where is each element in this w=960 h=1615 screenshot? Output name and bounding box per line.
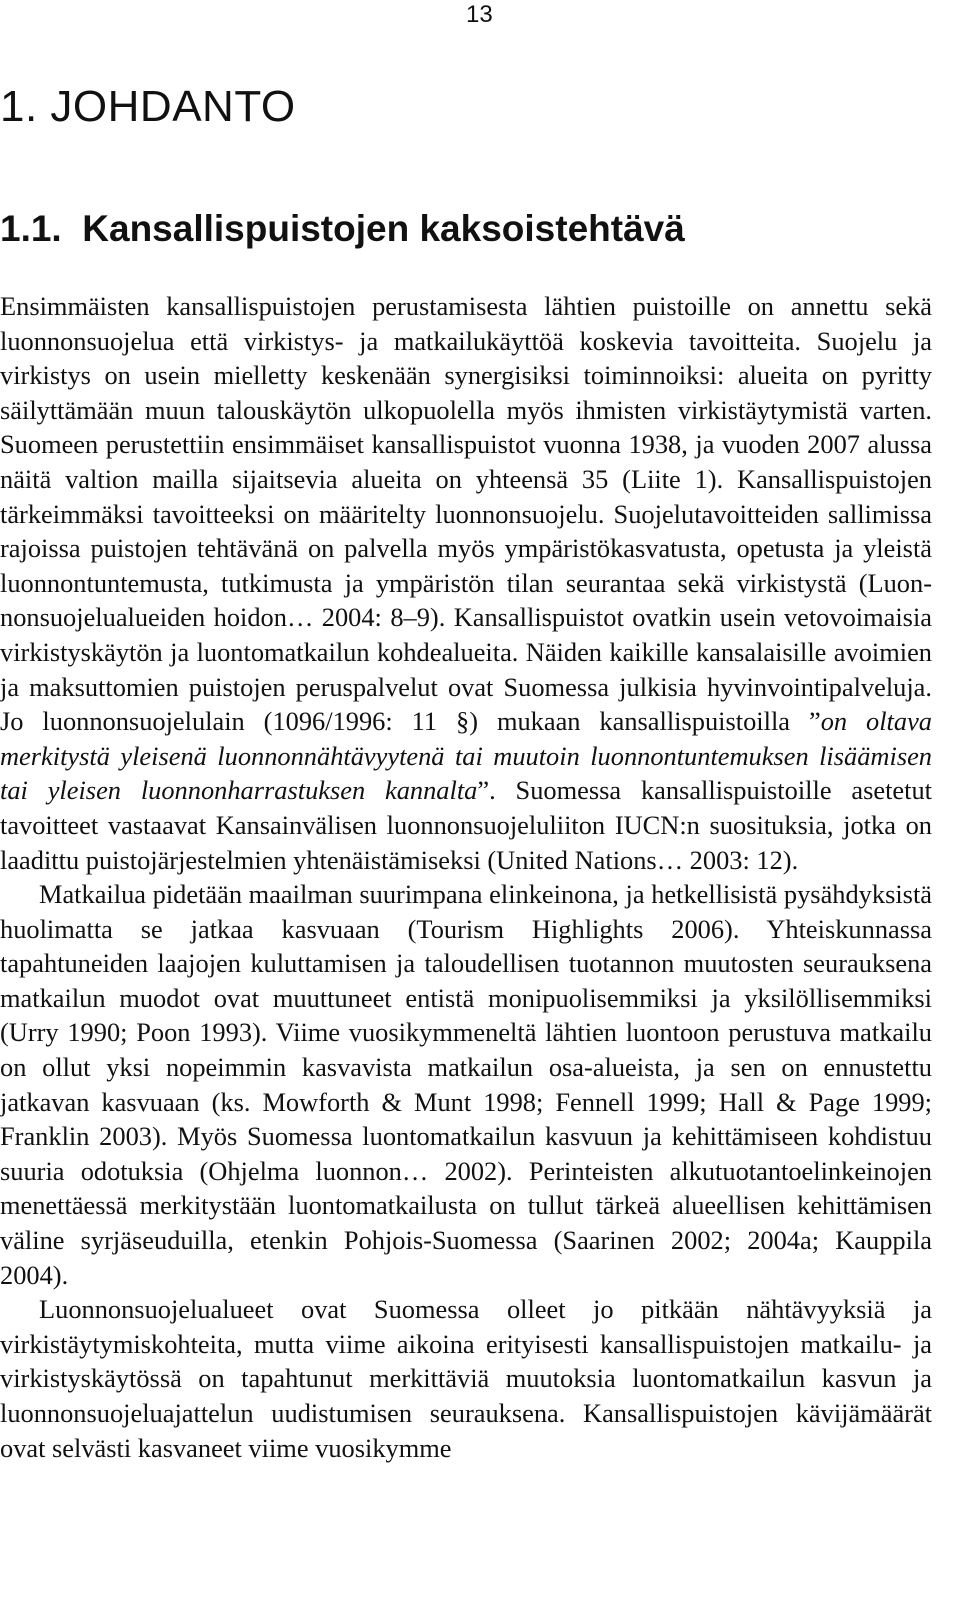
section-heading <box>0 208 685 250</box>
paragraph-3: Luonnonsuojelualueet ovat Suomessa olleet jo pitkään nähtävyyksiä ja virkistäytymiskohteita, mutta viime aikoina erityisesti kansallispuistojen matkailu- ja virkistyskäytössä on tapahtunut merkittäviä muutoksia luontomatkailun kasvun ja luonnonsuojeluajattelun uudistumisen seurauksena. Kansallispuistojen kävijämäärät ovat selvästi kasvaneet viime vuosikymme <box>0 1294 932 1463</box>
section-number: 1.1. <box>0 208 62 249</box>
body-text <box>0 289 932 1465</box>
page-number: 13 <box>466 1 493 28</box>
paragraph-1-text-before-quote: Ensimmäisten kansallispuistojen perustamisesta lähtien puistoille on annettu sekä luonnonsuojelua että virkistys- ja matkailukäyttöä koskevia tavoitteita. Suojelu ja virkistys on usein mielletty keskenään synergisiksi toiminnoiksi: alueita on pyritty säilyttämään muun talouskäytön ulkopuolella myös ihmisten virkistäytymistä varten. Suomeen perustettiin ensimmäiset kansallispuistot vuonna 1938, ja vuoden 2007 alussa näitä valtion mailla sijaitsevia alueita on yhteensä 35 (Liite 1). Kansallispuistojen tärkeimmäksi tavoitteeksi on määritelty luonnonsuojelu. Suojelutavoitteiden sallimissa rajoissa puistojen tehtävänä on palvella myös ympäristökasvatusta, opetusta ja yleistä luonnontuntemusta, tutkimusta ja ympäristön tilan seurantaa sekä virkistystä (Luonnonsuojelualueiden hoidon… 2004: 8–9). Kansallispuistot ovatkin usein vetovoimaisia virkistyskäytön ja luontomatkailun kohdealueita. Näiden kaikille kansalaisille avoimien ja maksuttomien puistojen peruspalvelut ovat Suomessa julkisia hyvinvointipalveluja. Jo luonnonsuojelulain (1096/1996: 11 §) mukaan kansallispuistoilla ” <box>0 291 932 737</box>
legal-quote: on oltava merkitystä yleisenä luonnonnähtävyytenä tai muutoin luonnontuntemuksen lisäämisen tai yleisen luonnonharrastuksen kannalta <box>0 706 932 806</box>
paragraph-1-text-after-quote: ”. Suomessa kansallispuistoille asetetut tavoitteet vastaavat Kansainvälisen luonnonsuojeluliiton IUCN:n suosituksia, jotka on laadittu puistojärjestelmien yhtenäistämiseksi (United Nations… 2003: 12). <box>0 775 932 875</box>
section-title: Kansallispuistojen kaksoistehtävä <box>82 208 685 249</box>
chapter-heading: 1. JOHDANTO <box>0 82 296 131</box>
paragraph-2: Matkailua pidetään maailman suurimpana elinkeinona, ja hetkellisistä pysähdyksistä huolimatta se jatkaa kasvuaan (Tourism Highlights 2006). Yhteiskunnassa tapahtuneiden laajojen kuluttamisen ja taloudellisen tuotannon muutosten seurauksena matkailun muodot ovat muuttuneet entistä monipuolisemmiksi ja yksilöllisemmiksi (Urry 1990; Poon 1993). Viime vuosikymmeneltä lähtien luontoon perustuva matkailu on ollut yksi nopeimmin kasvavista matkailun osa-alueista, ja sen on ennustettu jatkavan kasvuaan (ks. Mowforth & Munt 1998; Fennell 1999; Hall & Page 1999; Franklin 2003). Myös Suomessa luontomatkailun kasvuun ja kehittämiseen kohdistuu suuria odotuksia (Ohjelma luonnon… 2002). Perinteisten alkutuotantoelinkeinojen menettäessä merkitystään luontomatkailusta on tullut tärkeä alueellisen kehittämisen väline syrjäseuduilla, etenkin Pohjois-Suomessa (Saarinen 2002; 2004a; Kauppila 2004). <box>0 879 932 1290</box>
paragraph-1 <box>0 289 932 877</box>
